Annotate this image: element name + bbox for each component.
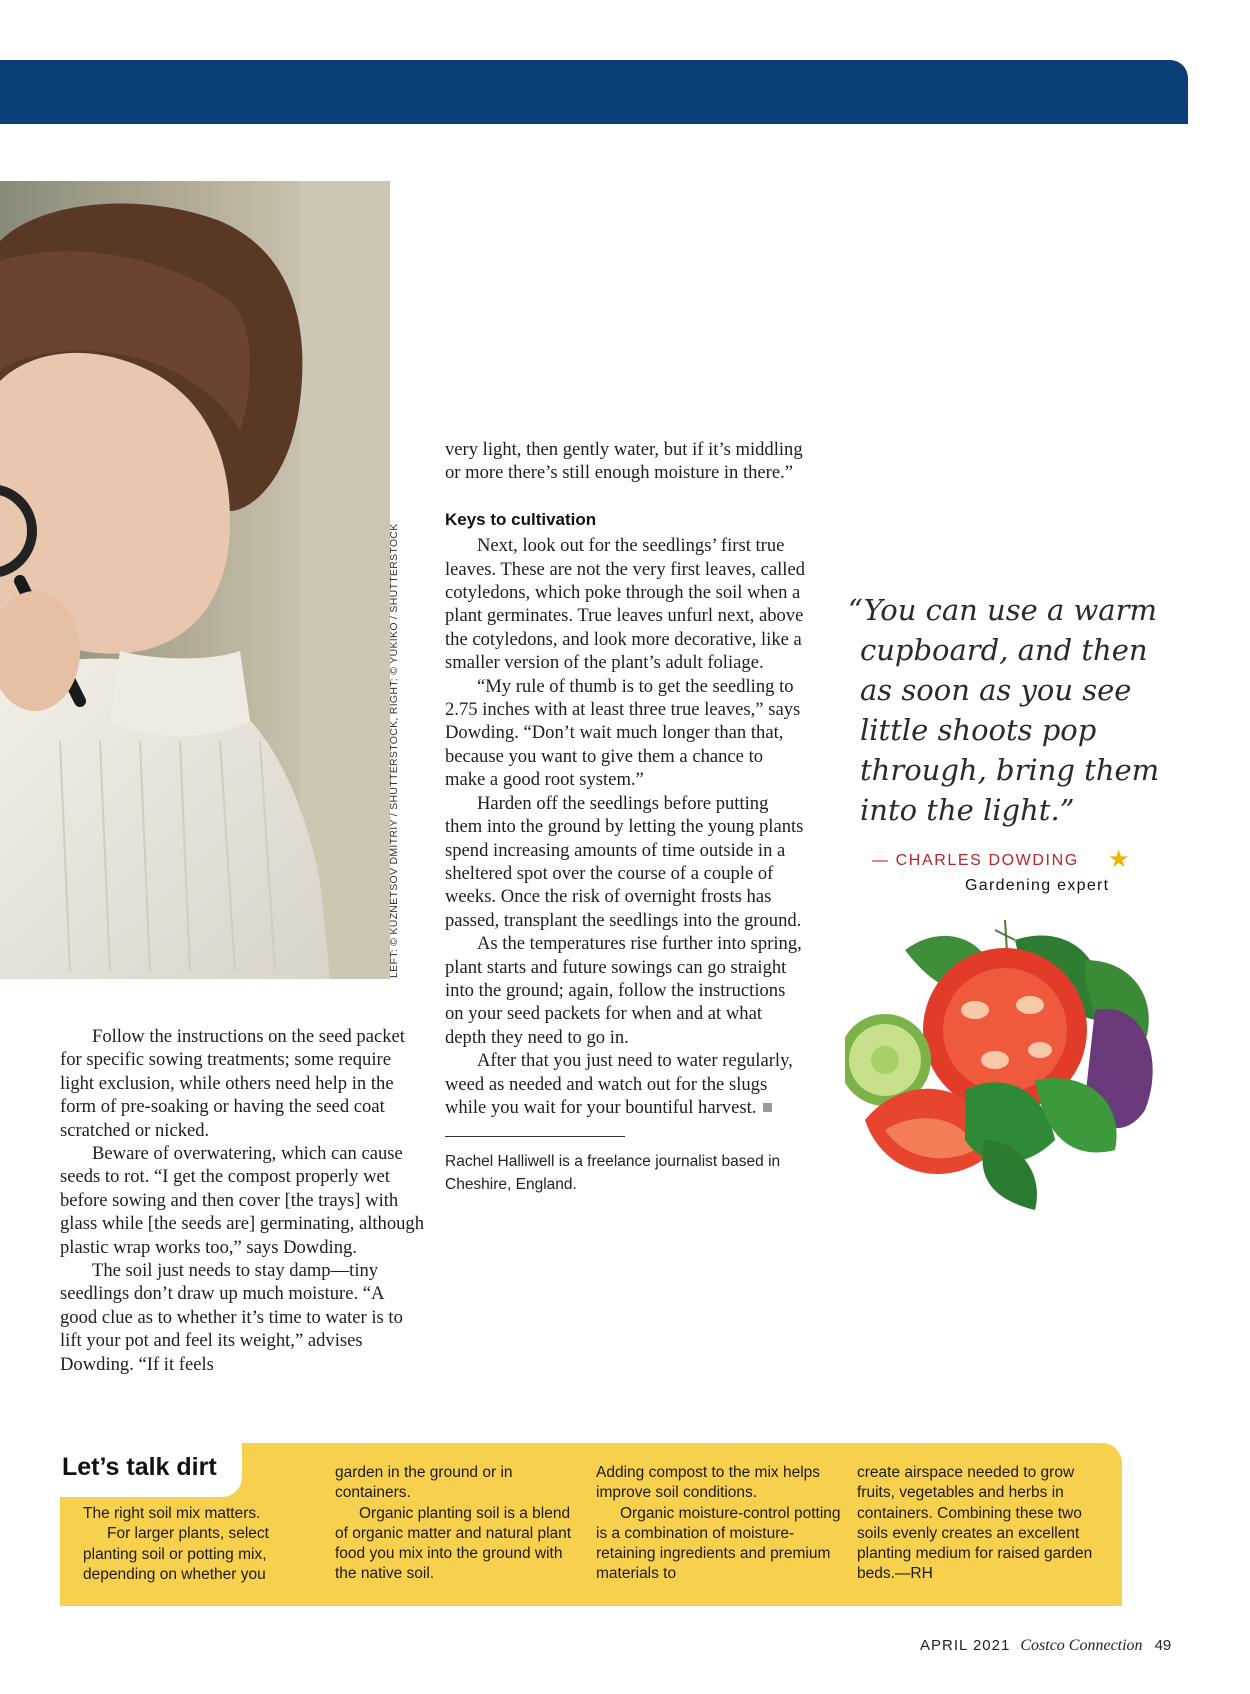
paragraph: “My rule of thumb is to get the seedling to 2.75 inches with at least three true leaves,” says Dowding. “Don’t wait much longer than that, because you want to give them a chance to make a good root system.” (445, 675, 801, 791)
sidebar-paragraph: For larger plants, select planting soil or potting mix, depending on whether you (83, 1525, 269, 1583)
sidebar-column-1 (83, 1504, 323, 1585)
pull-quote-line: through, bring them (860, 753, 1160, 787)
pull-quote-line: as soon as you see (860, 673, 1132, 707)
sidebar-title-tab (60, 1443, 242, 1497)
paragraph: Beware of overwatering, which can cause seeds to rot. “I get the compost properly wet before sowing and then cover [the trays] with glass while [the seeds are] germinating, although plastic wrap works too,” says Dowding. (60, 1143, 425, 1258)
section-subhead: Keys to cultivation (445, 509, 597, 529)
sidebar-paragraph: Organic planting soil is a blend of organic matter and natural plant food you mix into the ground with the native soil. (335, 1504, 572, 1583)
paragraph-continued: very light, then gently water, but if it’s middling or more there’s still enough moisture in there.” (445, 439, 803, 484)
page-footer (920, 1637, 1171, 1655)
vegetables-illustration (845, 910, 1175, 1210)
page-number: 49 (1154, 1637, 1172, 1654)
child-magnifier-photo (0, 181, 390, 979)
author-bio: Rachel Halliwell is a freelance journalist based in Cheshire, England. (445, 1153, 781, 1194)
quote-role: Gardening expert (965, 877, 1110, 894)
photo-credit: LEFT: © KUZNETSOV DMITRIY / SHUTTERSTOCK, RIGHT: © YUKIKO / SHUTTERSTOCK (388, 523, 400, 978)
header-banner (0, 60, 1188, 124)
paragraph-final (445, 1049, 805, 1119)
paragraph: The soil just needs to stay damp—tiny seedlings don’t draw up much moisture. “A good clue as to whether it’s time to water is to lift your pot and feel its weight,” advises Dowding. “If it feels (60, 1260, 403, 1375)
article-column-left (60, 1025, 425, 1376)
vegetables-drawing (845, 910, 1175, 1210)
paragraph: Next, look out for the seedlings’ first true leaves. These are not the very first leaves, called cotyledons, which poke through the soil when a plant germinates. True leaves unfurl next, above the cotyledons, and look more decorative, like a smaller version of the plant’s adult foliage. (445, 535, 806, 674)
sidebar-column-3 (596, 1463, 841, 1585)
magazine-name: Costco Connection (1020, 1637, 1143, 1654)
sidebar-title: Let’s talk dirt (62, 1453, 217, 1481)
paragraph: Harden off the seedlings before putting them into the ground by letting the young plants spend increasing amounts of time outside in a sheltered spot over the course of a couple of weeks. Once the risk of overnight frosts has passed, transplant the seedlings into the ground. (445, 792, 804, 931)
sidebar-column-4 (857, 1463, 1102, 1585)
sidebar-paragraph: garden in the ground or in containers. (335, 1464, 513, 1502)
pull-quote-line: “You can use a warm (848, 593, 1157, 627)
pull-quote-line: little shoots pop (860, 713, 1097, 747)
sidebar-paragraph: Adding compost to the mix helps improve soil conditions. (596, 1464, 821, 1502)
pull-quote-line: cupboard, and then (860, 633, 1148, 667)
sidebar-column-2 (335, 1463, 580, 1585)
issue-date: APRIL 2021 (920, 1637, 1011, 1654)
pull-quote-line: into the light.” (860, 793, 1075, 827)
sidebar-paragraph: The right soil mix matters. (83, 1505, 261, 1522)
paragraph: Follow the instructions on the seed packet for specific sowing treatments; some require light exclusion, while others need help in the form of pre-soaking or having the seed coat scratched or nicked. (60, 1026, 405, 1141)
star-icon: ★ (1108, 847, 1130, 873)
sidebar-paragraph: create airspace needed to grow fruits, vegetables and herbs in containers. Combining these two soils evenly creates an excellent planting medium for raised garden beds.—RH (857, 1464, 1093, 1583)
paragraph: As the temperatures rise further into spring, plant starts and future sowings can go straight into the ground; again, follow the instructions on your seed packets for when and at what depth they need to go in. (445, 933, 802, 1048)
end-mark-icon (763, 1103, 772, 1112)
quote-attribution: — CHARLES DOWDING (872, 852, 1079, 869)
final-paragraph-text: After that you just need to water regularly, weed as needed and watch out for the slugs while you wait for your bountiful harvest. (445, 1050, 793, 1118)
bio-divider (445, 1136, 625, 1137)
photo-illustration (0, 181, 390, 979)
pull-quote (848, 590, 1160, 830)
article-column-right (445, 438, 805, 1196)
sidebar-paragraph: Organic moisture-control potting is a combination of moisture-retaining ingredients and premium materials to (596, 1504, 841, 1583)
